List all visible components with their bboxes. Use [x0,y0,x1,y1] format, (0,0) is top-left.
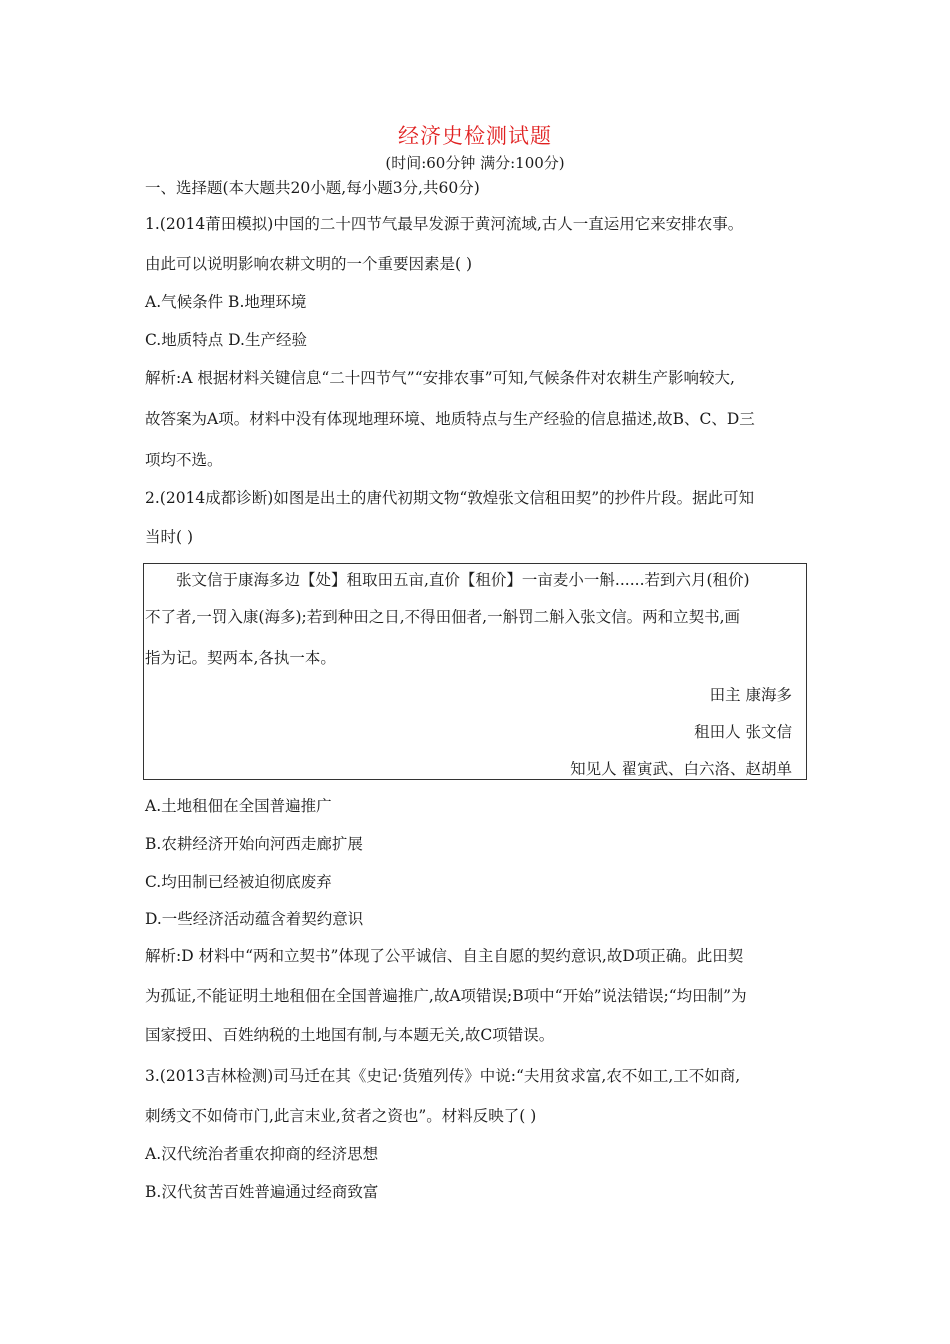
q1-analysis-line2: 故答案为A项。材料中没有体现地理环境、地质特点与生产经验的信息描述,故B、C、D三 [145,410,755,428]
q2-analysis-line1: 解析:D 材料中“两和立契书”体现了公平诚信、自主自愿的契约意识,故D项正确。此田契 [145,947,744,965]
q1-options-line1: A.气候条件 B.地理环境 [145,293,307,311]
q3-stem-line2: 刺绣文不如倚市门,此言末业,贫者之资也”。材料反映了( ) [145,1107,537,1125]
section-heading: 一、选择题(本大题共20小题,每小题3分,共60分) [145,179,480,197]
q2-option-b: B.农耕经济开始向河西走廊扩展 [145,835,363,853]
exam-info: (时间:60分钟 满分:100分) [385,154,565,172]
contract-line3: 指为记。契两本,各执一本。 [145,649,336,667]
q1-stem-line1: 1.(2014莆田模拟)中国的二十四节气最早发源于黄河流域,古人一直运用它来安排农事。 [145,215,744,233]
contract-excerpt-box [143,563,807,780]
q2-stem-line1: 2.(2014成都诊断)如图是出土的唐代初期文物“敦煌张文信租田契”的抄件片段。据此可知 [145,489,755,507]
contract-signature-witnesses: 知见人 翟寅武、白六洛、赵胡单 [570,760,792,778]
q2-option-c: C.均田制已经被迫彻底废弃 [145,873,332,891]
q1-options-line2: C.地质特点 D.生产经验 [145,331,307,349]
q1-analysis-line1: 解析:A 根据材料关键信息“二十四节气”“安排农事”可知,气候条件对农耕生产影响较大, [145,369,735,387]
contract-signature-tenant: 租田人 张文信 [694,723,792,741]
contract-line1: 张文信于康海多边【处】租取田五亩,直价【租价】一亩麦小一斛......若到六月(租价) [176,571,750,589]
contract-line2: 不了者,一罚入康(海多);若到种田之日,不得田佃者,一斛罚二斛入张文信。两和立契书,画 [145,608,741,626]
q2-option-d: D.一些经济活动蕴含着契约意识 [145,910,364,928]
document-title: 经济史检测试题 [398,124,552,148]
q3-stem-line1: 3.(2013吉林检测)司马迁在其《史记·货殖列传》中说:“夫用贫求富,农不如工,工不如商, [145,1067,741,1085]
q1-analysis-line3: 项均不选。 [145,451,223,469]
q1-stem-line2: 由此可以说明影响农耕文明的一个重要因素是( ) [145,255,473,273]
q2-analysis-line3: 国家授田、百姓纳税的土地国有制,与本题无关,故C项错误。 [145,1026,555,1044]
q2-analysis-line2: 为孤证,不能证明土地租佃在全国普遍推广,故A项错误;B项中“开始”说法错误;“均田制”为 [145,987,747,1005]
q2-option-a: A.土地租佃在全国普遍推广 [145,797,332,815]
q2-stem-line2: 当时( ) [145,528,194,546]
q3-option-b: B.汉代贫苦百姓普遍通过经商致富 [145,1183,379,1201]
q3-option-a: A.汉代统治者重农抑商的经济思想 [145,1145,379,1163]
contract-signature-landlord: 田主 康海多 [709,686,792,704]
